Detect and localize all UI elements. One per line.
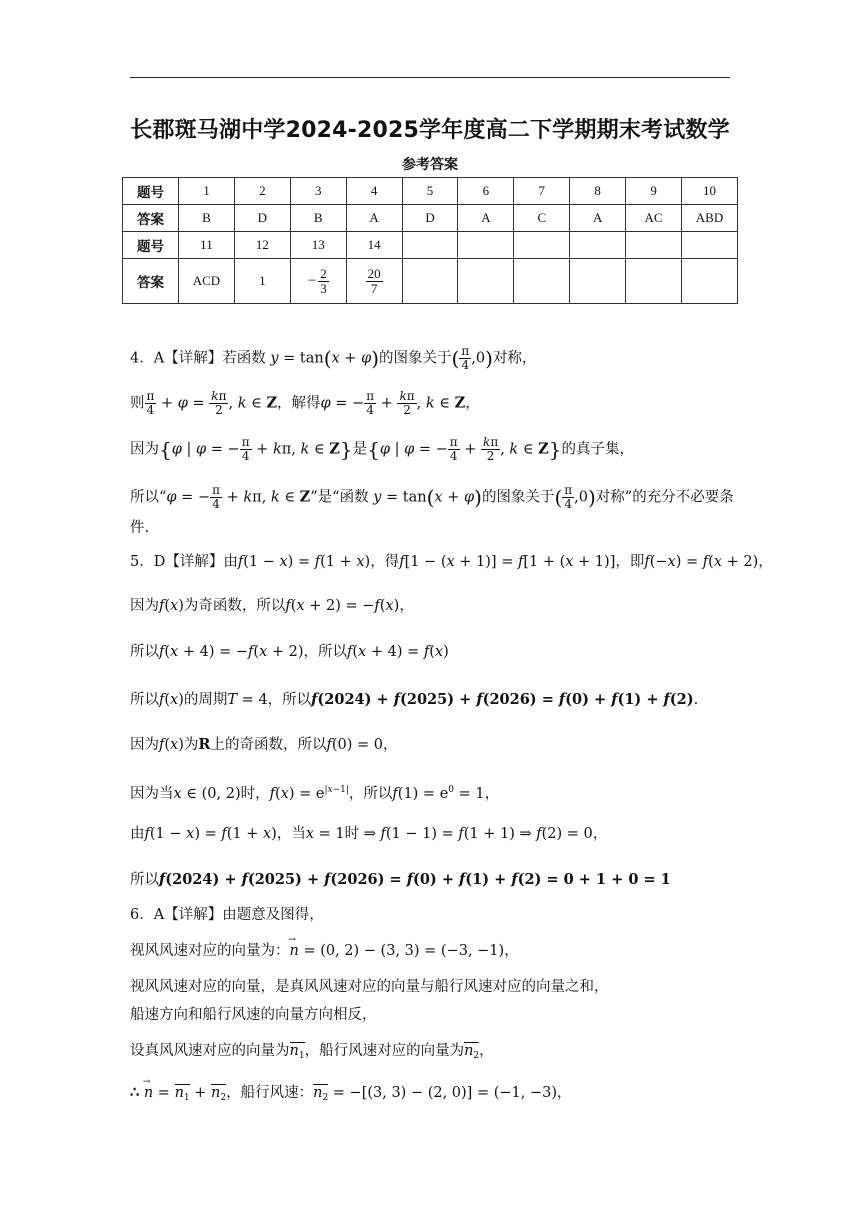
empty-cell xyxy=(626,259,682,304)
solution-5-line-8: 所以f(2024) + f(2025) + f(2026) = f(0) + f(1) + f(2) = 0 + 1 + 0 = 1 xyxy=(130,871,671,888)
solution-4-line-4: 所以“φ = − $\frac{\pi}{4}$ + kπ, k ∈ Z”是“函数 y = tan(x + φ)的图象关于( $\frac{\pi}{4}$ ,0)对称”的充分不必要条 xyxy=(130,483,734,511)
text: ”是“函数 xyxy=(310,489,369,506)
empty-cell xyxy=(458,232,514,259)
table-row-answers-2 xyxy=(123,259,738,304)
solution-5-line-1: 5．D【详解】由f(1 − x) = f(1 + x)，得f[1 − (x + 1)] = f[1 + (x + 1)]，即f(−x) = f(x + 2)， xyxy=(130,554,773,570)
header-cell-answer: 答案 xyxy=(123,205,179,232)
answer-cell: B xyxy=(179,205,235,232)
text: 由题意及图得， xyxy=(222,907,324,923)
text: ，所以 xyxy=(267,692,312,708)
question-number: 8 xyxy=(570,178,626,205)
fraction-denominator: 3 xyxy=(320,280,327,296)
text: 为奇函数，所以 xyxy=(183,598,286,614)
text: 的周期 xyxy=(183,692,228,708)
question-number: 11 xyxy=(179,232,235,259)
empty-cell xyxy=(682,259,738,304)
solution-4-line-1: 4．A【详解】若函数 y = tan(x + φ)的图象关于( $\frac{\pi}{4}$ ,0)对称， xyxy=(130,344,537,372)
empty-cell xyxy=(402,259,458,304)
text: 因为 xyxy=(130,737,159,753)
text: ，船行风速： xyxy=(226,1085,314,1101)
solution-label: 6．A【详解】 xyxy=(130,907,223,923)
text: ，所以 xyxy=(348,786,393,802)
answer-cell: B xyxy=(290,205,346,232)
solution-4-line-2: 则 $\frac{\pi}{4}$ + φ = $\frac{k\pi}{2}$ , k ∈ Z，解得φ = − $\frac{\pi}{4}$ + $\frac{k\pi}{2}$ , k ∈ Z， xyxy=(130,389,480,417)
fraction-numerator: 2 xyxy=(320,265,327,281)
text: 时， xyxy=(240,786,270,802)
answer-cell: D xyxy=(234,205,290,232)
answer-cell: C xyxy=(514,205,570,232)
fraction-sign: − xyxy=(307,272,317,289)
text: 为 xyxy=(183,737,199,753)
solution-6-line-5: 设真风风速对应的向量为$n_1$，船行风速对应的向量为$n_2$， xyxy=(130,1043,494,1061)
solution-label: 5．D【详解】 xyxy=(130,554,224,570)
text: 时 xyxy=(344,826,360,842)
solution-5-line-2: 因为f(x)为奇函数，所以f(x + 2) = −f(x)， xyxy=(130,598,414,614)
fraction-denominator: 7 xyxy=(370,280,378,296)
solution-4-line-3: 因为{φ | φ = − $\frac{\pi}{4}$ + kπ, k ∈ Z}是{φ | φ = − $\frac{\pi}{4}$ + $\frac{k\pi}{2}$ , k ∈ Z}的真子集， xyxy=(130,435,634,463)
solution-5-line-5: 因为f(x)为R上的奇函数，所以f(0) = 0， xyxy=(130,736,398,753)
answer-cell: A xyxy=(570,205,626,232)
text: 所以“ xyxy=(130,489,167,506)
question-number: 10 xyxy=(682,178,738,205)
empty-cell xyxy=(514,259,570,304)
question-number: 3 xyxy=(290,178,346,205)
text: ，解得 xyxy=(277,395,321,412)
solution-label: 4．A【详解】 xyxy=(130,350,223,367)
empty-cell xyxy=(570,259,626,304)
answer-cell: D xyxy=(402,205,458,232)
text: 视风风速对应的向量为： xyxy=(130,943,290,959)
table-row-questions-1 xyxy=(123,178,738,205)
question-number: 2 xyxy=(234,178,290,205)
answer-table xyxy=(122,177,738,304)
solution-5-line-6: 因为当x ∈ (0, 2)时，$f(x) = e^{|x-1|}$，所以$f(1) = e^0 = 1$， xyxy=(130,785,500,802)
text: 对称”的充分不必要条 xyxy=(595,489,734,506)
text: ∴ xyxy=(130,1084,140,1101)
text: 因为 xyxy=(130,441,159,458)
text: 则 xyxy=(130,395,145,412)
page-title: 长郡斑马湖中学2024-2025学年度高二下学期期末考试数学 xyxy=(130,118,730,143)
empty-cell xyxy=(570,232,626,259)
table-row-questions-2 xyxy=(123,232,738,259)
question-number: 1 xyxy=(179,178,235,205)
text: 的图象关于 xyxy=(481,489,555,506)
question-number: 6 xyxy=(458,178,514,205)
solution-5-line-3: 所以f(x + 4) = −f(x + 2)，所以f(x + 4) = f(x) xyxy=(130,644,449,660)
text: 若函数 xyxy=(222,350,266,367)
solution-6-line-4: 船速方向和船行风速的向量方向相反， xyxy=(130,1007,377,1023)
solution-6-line-3: 视风风速对应的向量，是真风风速对应的向量与船行风速对应的向量之和， xyxy=(130,979,609,995)
answer-cell: AC xyxy=(626,205,682,232)
text: ，得 xyxy=(370,554,400,570)
text: 所以 xyxy=(130,692,159,708)
text: ，当 xyxy=(276,826,306,842)
table-row-answers-1 xyxy=(123,205,738,232)
page-subtitle: 参考答案 xyxy=(402,157,458,173)
fraction xyxy=(318,267,329,296)
answer-cell: ABD xyxy=(682,205,738,232)
answer-cell: ACD xyxy=(179,259,235,304)
text: ，即 xyxy=(615,554,645,570)
answer-cell-fraction xyxy=(346,259,402,304)
empty-cell xyxy=(402,232,458,259)
empty-cell xyxy=(458,259,514,304)
question-number: 7 xyxy=(514,178,570,205)
text: 由 xyxy=(223,554,238,570)
solution-6-line-2: 视风风速对应的向量为：→ n = (0, 2) − (3, 3) = (−3, −1)， xyxy=(130,941,519,961)
solution-4-line-5: 件. xyxy=(130,520,150,536)
question-number: 12 xyxy=(234,232,290,259)
solution-6-line-1 xyxy=(130,905,324,925)
empty-cell xyxy=(682,232,738,259)
answer-cell-fraction xyxy=(290,259,346,304)
question-number: 9 xyxy=(626,178,682,205)
header-cell-answer: 答案 xyxy=(123,259,179,304)
answer-cell: 1 xyxy=(234,259,290,304)
question-number: 4 xyxy=(346,178,402,205)
empty-cell xyxy=(514,232,570,259)
text: 因为当 xyxy=(130,786,174,802)
text: ，船行风速对应的向量为 xyxy=(304,1043,465,1059)
answer-cell: A xyxy=(458,205,514,232)
text: 的图象关于 xyxy=(379,350,452,367)
solution-5-line-4: 所以f(x)的周期T = 4，所以f(2024) + f(2025) + f(2026) = f(0) + f(1) + f(2). xyxy=(130,691,699,708)
text: 上的奇函数，所以 xyxy=(210,737,327,753)
text: 是 xyxy=(352,441,368,458)
question-number: 5 xyxy=(402,178,458,205)
text: 因为 xyxy=(130,598,159,614)
text: 所以 xyxy=(130,872,159,888)
answer-cell: A xyxy=(346,205,402,232)
fraction-numerator: 20 xyxy=(367,265,381,281)
solution-5-line-7: 由f(1 − x) = f(1 + x)，当x = 1时 ⇒ f(1 − 1) = f(1 + 1) ⇒ f(2) = 0， xyxy=(130,826,608,842)
question-number: 13 xyxy=(290,232,346,259)
text: 对称， xyxy=(492,350,537,367)
text: 由 xyxy=(130,826,145,842)
text: 的真子集， xyxy=(561,441,634,458)
question-number: 14 xyxy=(346,232,402,259)
text: 所以 xyxy=(130,644,159,660)
text: ，所以 xyxy=(303,644,347,660)
empty-cell xyxy=(626,232,682,259)
header-rule xyxy=(130,77,730,78)
fraction xyxy=(366,267,383,296)
header-cell-question: 题号 xyxy=(123,178,179,205)
text: 设真风风速对应的向量为 xyxy=(130,1043,290,1059)
header-cell-question: 题号 xyxy=(123,232,179,259)
solution-6-line-6: ∴ → $n = n_1 + n_2$，船行风速：$n_2 = -[(3$, 3) − (2, 0)] = (−1, −3)， xyxy=(130,1083,572,1105)
